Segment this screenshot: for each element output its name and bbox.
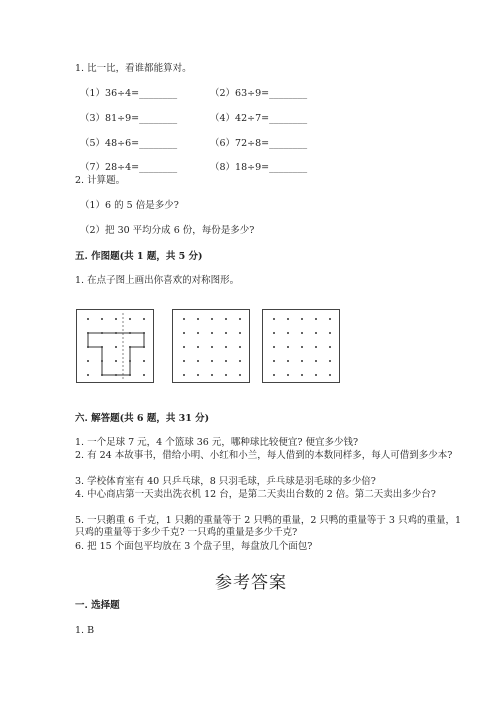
dot-grid-with-shape [76,309,154,383]
section5-question: 1. 在点子图上画出你喜欢的对称图形。 [75,275,240,286]
section6-item-4: 4. 中心商店第一天卖出洗衣机 12 台，是第二天卖出台数的 2 倍。第二天卖出多少台? [75,489,436,500]
q1-item-6: （6）72÷8=________ [210,138,308,149]
q1-item-2: （2）63÷9=________ [210,88,308,99]
section6-item-6: 6. 把 15 个面包平均放在 3 个盘子里，每盘放几个面包? [75,541,313,552]
answers-first: 1. B [75,625,95,636]
dot-grid-2-dots [173,310,249,382]
symmetric-shape-grid [77,310,153,382]
q2-title: 2. 计算题。 [75,175,126,186]
dot-grid-2 [172,309,250,383]
q1-item-3: （3）81÷9=________ [80,113,178,124]
answers-section1: 一. 选择题 [75,600,120,611]
dot-grid-3 [262,309,340,383]
section6-item-1: 1. 一个足球 7 元，4 个篮球 36 元，哪种球比较便宜? 便宜多少钱? [75,437,359,448]
answers-title: 参考答案 [215,573,287,593]
q1-title: 1. 比一比，看谁都能算对。 [75,63,192,74]
q1-item-4: （4）42÷7=________ [210,113,308,124]
q1-item-5: （5）48÷6=________ [80,138,178,149]
q1-item-7: （7）28÷4=________ [80,162,178,173]
q2-item-1: （1）6 的 5 倍是多少? [80,200,179,211]
q2-item-2: （2）把 30 平均分成 6 份，每份是多少? [80,225,255,236]
section5-heading: 五. 作图题(共 1 题，共 5 分) [75,251,203,262]
section6-item-3: 3. 学校体育室有 40 只乒乓球，8 只羽毛球，乒乓球是羽毛球的多少倍? [75,476,376,487]
q1-item-8: （8）18÷9=________ [210,162,308,173]
section6-heading: 六. 解答题(共 6 题，共 31 分) [75,413,210,424]
section6-item-2: 2. 有 24 本故事书，借给小明、小红和小兰，每人借到的本数同样多，每人可借到多少本? [75,450,453,461]
section6-item-5: 5. 一只鹅重 6 千克，1 只鹅的重量等于 2 只鸭的重量，2 只鸭的重量等于 3 只鸡的重量，1 只鸡的重量等于多少千克? 一只鸡的重量是多少千克? [75,515,462,538]
dot-grid-3-dots [263,310,339,382]
q1-item-1: （1）36÷4=________ [80,88,178,99]
